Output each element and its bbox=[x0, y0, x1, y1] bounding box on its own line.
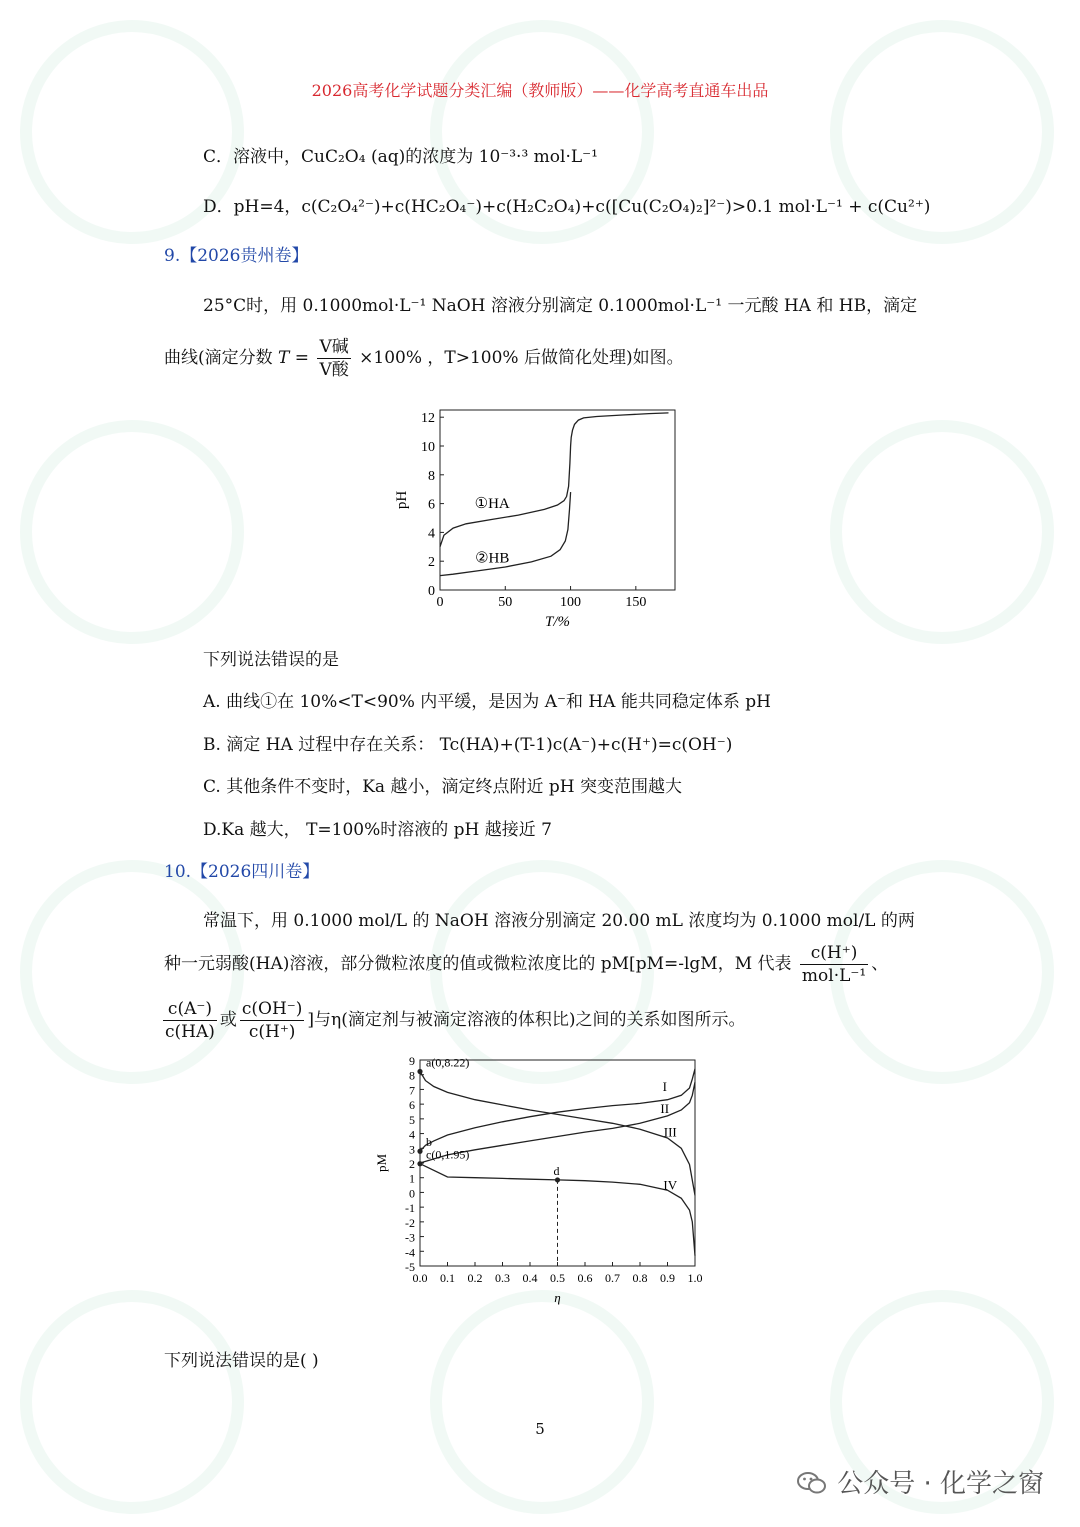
q10-sep2: 或 bbox=[219, 1010, 237, 1030]
prev-option-d: D．pH=4，c(C₂O₄²⁻)+c(HC₂O₄⁻)+c(H₂C₂O₄)+c([Cu(C₂O₄)₂]²⁻)>0.1 mol·L⁻¹ + c(Cu²⁺) bbox=[203, 197, 931, 217]
q10-stem-line2-text: 种一元弱酸(HA)溶液，部分微粒浓度的值或微粒浓度比的 pM[pM=-lgM，M 代表 bbox=[164, 954, 792, 974]
x-tick-label: 0.0 bbox=[412, 1271, 428, 1285]
x-tick-label: 0.5 bbox=[550, 1271, 565, 1285]
y-tick-label: 0 bbox=[428, 584, 435, 599]
y-tick-label: -4 bbox=[405, 1245, 415, 1260]
series-label: II bbox=[660, 1100, 670, 1116]
x-tick-label: 0.6 bbox=[577, 1271, 593, 1285]
wechat-icon bbox=[797, 1471, 827, 1495]
y-tick-label: 1 bbox=[409, 1171, 415, 1186]
q10-frac1-den: mol·L⁻¹ bbox=[801, 966, 867, 986]
watermark-circle bbox=[830, 420, 1054, 644]
titration-chart-hb-ha bbox=[390, 400, 700, 640]
x-tick-label: 100 bbox=[560, 595, 582, 610]
x-tick-label: 1.0 bbox=[687, 1271, 703, 1285]
y-tick-label: 3 bbox=[409, 1142, 415, 1157]
q9-formula-lhs: T = bbox=[278, 348, 310, 368]
q10-fraction-a-ha bbox=[163, 998, 217, 1043]
q9-prompt: 下列说法错误的是 bbox=[203, 650, 339, 670]
prev-option-c: C．溶液中，CuC₂O₄ (aq)的浓度为 10⁻³·³ mol·L⁻¹ bbox=[203, 147, 598, 167]
x-tick-label: 50 bbox=[498, 595, 513, 610]
y-tick-label: 6 bbox=[409, 1098, 415, 1113]
q9-formula-rhs: ×100% bbox=[359, 348, 422, 368]
q9-stem-line1: 25°C时，用 0.1000mol·L⁻¹ NaOH 溶液分别滴定 0.1000mol·L⁻¹ 一元酸 HA 和 HB，滴定 bbox=[203, 296, 918, 316]
marked-point bbox=[417, 1161, 422, 1166]
y-tick-label: -2 bbox=[405, 1215, 415, 1230]
y-tick-label: 2 bbox=[428, 555, 435, 571]
watermark-circle bbox=[430, 1290, 654, 1514]
watermark-circle bbox=[20, 1290, 244, 1514]
q10-frac1-num: c(H⁺) bbox=[800, 942, 868, 965]
q9-formula-den: V酸 bbox=[319, 360, 349, 380]
q10-stem-line3 bbox=[160, 998, 746, 1043]
point-label: c(0,1.95) bbox=[426, 1147, 470, 1162]
q10-title: 10.【2026四川卷】 bbox=[164, 862, 320, 882]
footer-brand bbox=[797, 1463, 1044, 1500]
y-axis-label: pM bbox=[374, 1153, 389, 1173]
y-tick-label: 9 bbox=[409, 1054, 415, 1068]
y-tick-label: 4 bbox=[428, 526, 435, 542]
q10-frac3-den: c(H⁺) bbox=[248, 1022, 296, 1042]
page-header: 2026高考化学试题分类汇编（教师版）——化学高考直通车出品 bbox=[311, 81, 769, 100]
q9-stem-post: ，T>100% 后做简化处理)如图。 bbox=[427, 348, 684, 368]
x-tick-label: 150 bbox=[625, 595, 647, 610]
q10-stem-line3-text: ]与η(滴定剂与被滴定溶液的体积比)之间的关系如图所示。 bbox=[307, 1010, 746, 1030]
point-label: a(0,8.22) bbox=[426, 1055, 470, 1070]
marked-point bbox=[417, 1149, 422, 1154]
x-tick-label: 0.3 bbox=[495, 1271, 510, 1285]
point-label: b bbox=[426, 1135, 432, 1150]
q9-formula-num: V碱 bbox=[319, 337, 349, 357]
series-label: ②HB bbox=[475, 550, 510, 567]
x-tick-label: 0.7 bbox=[605, 1271, 620, 1285]
x-tick-label: 0.1 bbox=[440, 1271, 455, 1285]
x-tick-label: 0.4 bbox=[522, 1271, 538, 1285]
footer-text: 公众号 · 化学之窗 bbox=[837, 1469, 1044, 1499]
q10-prompt: 下列说法错误的是( ) bbox=[164, 1351, 319, 1371]
q10-fraction-h bbox=[800, 942, 868, 987]
q9-stem-line2 bbox=[164, 336, 684, 381]
y-tick-label: 10 bbox=[421, 440, 435, 455]
series-line-1 bbox=[420, 1069, 695, 1151]
x-tick-label: 0.2 bbox=[467, 1271, 483, 1285]
y-tick-label: 8 bbox=[409, 1068, 415, 1083]
q9-option-c: C. 其他条件不变时，Ka 越小，滴定终点附近 pH 突变范围越大 bbox=[203, 777, 682, 797]
y-tick-label: -5 bbox=[405, 1260, 415, 1274]
series-label: III bbox=[663, 1124, 677, 1140]
watermark-circle bbox=[20, 420, 244, 644]
x-tick-label: 0.9 bbox=[660, 1271, 675, 1285]
y-tick-label: 6 bbox=[428, 497, 435, 513]
q10-frac2-num: c(A⁻) bbox=[163, 998, 217, 1021]
q9-option-d: D.Ka 越大， T=100%时溶液的 pH 越接近 7 bbox=[203, 820, 552, 840]
series-label: I bbox=[662, 1078, 667, 1094]
q9-option-a: A. 曲线①在 10%<T<90% 内平缓，是因为 A⁻和 HA 能共同稳定体系 pH bbox=[203, 692, 771, 712]
y-tick-label: 4 bbox=[409, 1127, 415, 1142]
q10-fraction-oh-h bbox=[240, 998, 305, 1043]
q10-sep1: 、 bbox=[871, 954, 889, 974]
q9-option-b: B. 滴定 HA 过程中存在关系： Tc(HA)+(T-1)c(A⁻)+c(H⁺)=c(OH⁻) bbox=[203, 735, 733, 755]
q10-stem-line2 bbox=[164, 942, 888, 987]
y-tick-label: -3 bbox=[405, 1230, 415, 1245]
series-label: IV bbox=[663, 1177, 678, 1193]
y-tick-label: 2 bbox=[409, 1157, 415, 1171]
q10-stem-line1: 常温下，用 0.1000 mol/L 的 NaOH 溶液分别滴定 20.00 mL 浓度均为 0.1000 mol/L 的两 bbox=[203, 911, 915, 931]
marked-point bbox=[417, 1069, 422, 1074]
y-tick-label: 5 bbox=[409, 1112, 415, 1127]
q10-frac3-num: c(OH⁻) bbox=[241, 999, 303, 1019]
x-tick-label: 0 bbox=[436, 595, 444, 610]
page-number: 5 bbox=[535, 1420, 545, 1438]
y-tick-label: 7 bbox=[409, 1083, 415, 1098]
pm-eta-chart bbox=[360, 1048, 720, 1318]
series-line-1 bbox=[440, 413, 669, 547]
x-axis-label: T/% bbox=[544, 614, 571, 630]
q10-frac2-den: c(HA) bbox=[165, 1022, 215, 1042]
y-tick-label: 0 bbox=[409, 1186, 415, 1201]
y-tick-label: 12 bbox=[421, 411, 435, 427]
x-axis-label: η bbox=[554, 1290, 561, 1305]
point-label: d bbox=[553, 1163, 560, 1178]
x-tick-label: 0.8 bbox=[632, 1271, 648, 1285]
y-tick-label: 8 bbox=[428, 468, 435, 484]
q9-formula-fraction bbox=[317, 336, 350, 381]
y-tick-label: -1 bbox=[405, 1201, 415, 1216]
series-label: ①HA bbox=[474, 495, 510, 512]
q9-title: 9.【2026贵州卷】 bbox=[164, 246, 309, 266]
q9-stem-pre: 曲线(滴定分数 bbox=[164, 348, 273, 368]
y-axis-label: pH bbox=[394, 490, 410, 510]
